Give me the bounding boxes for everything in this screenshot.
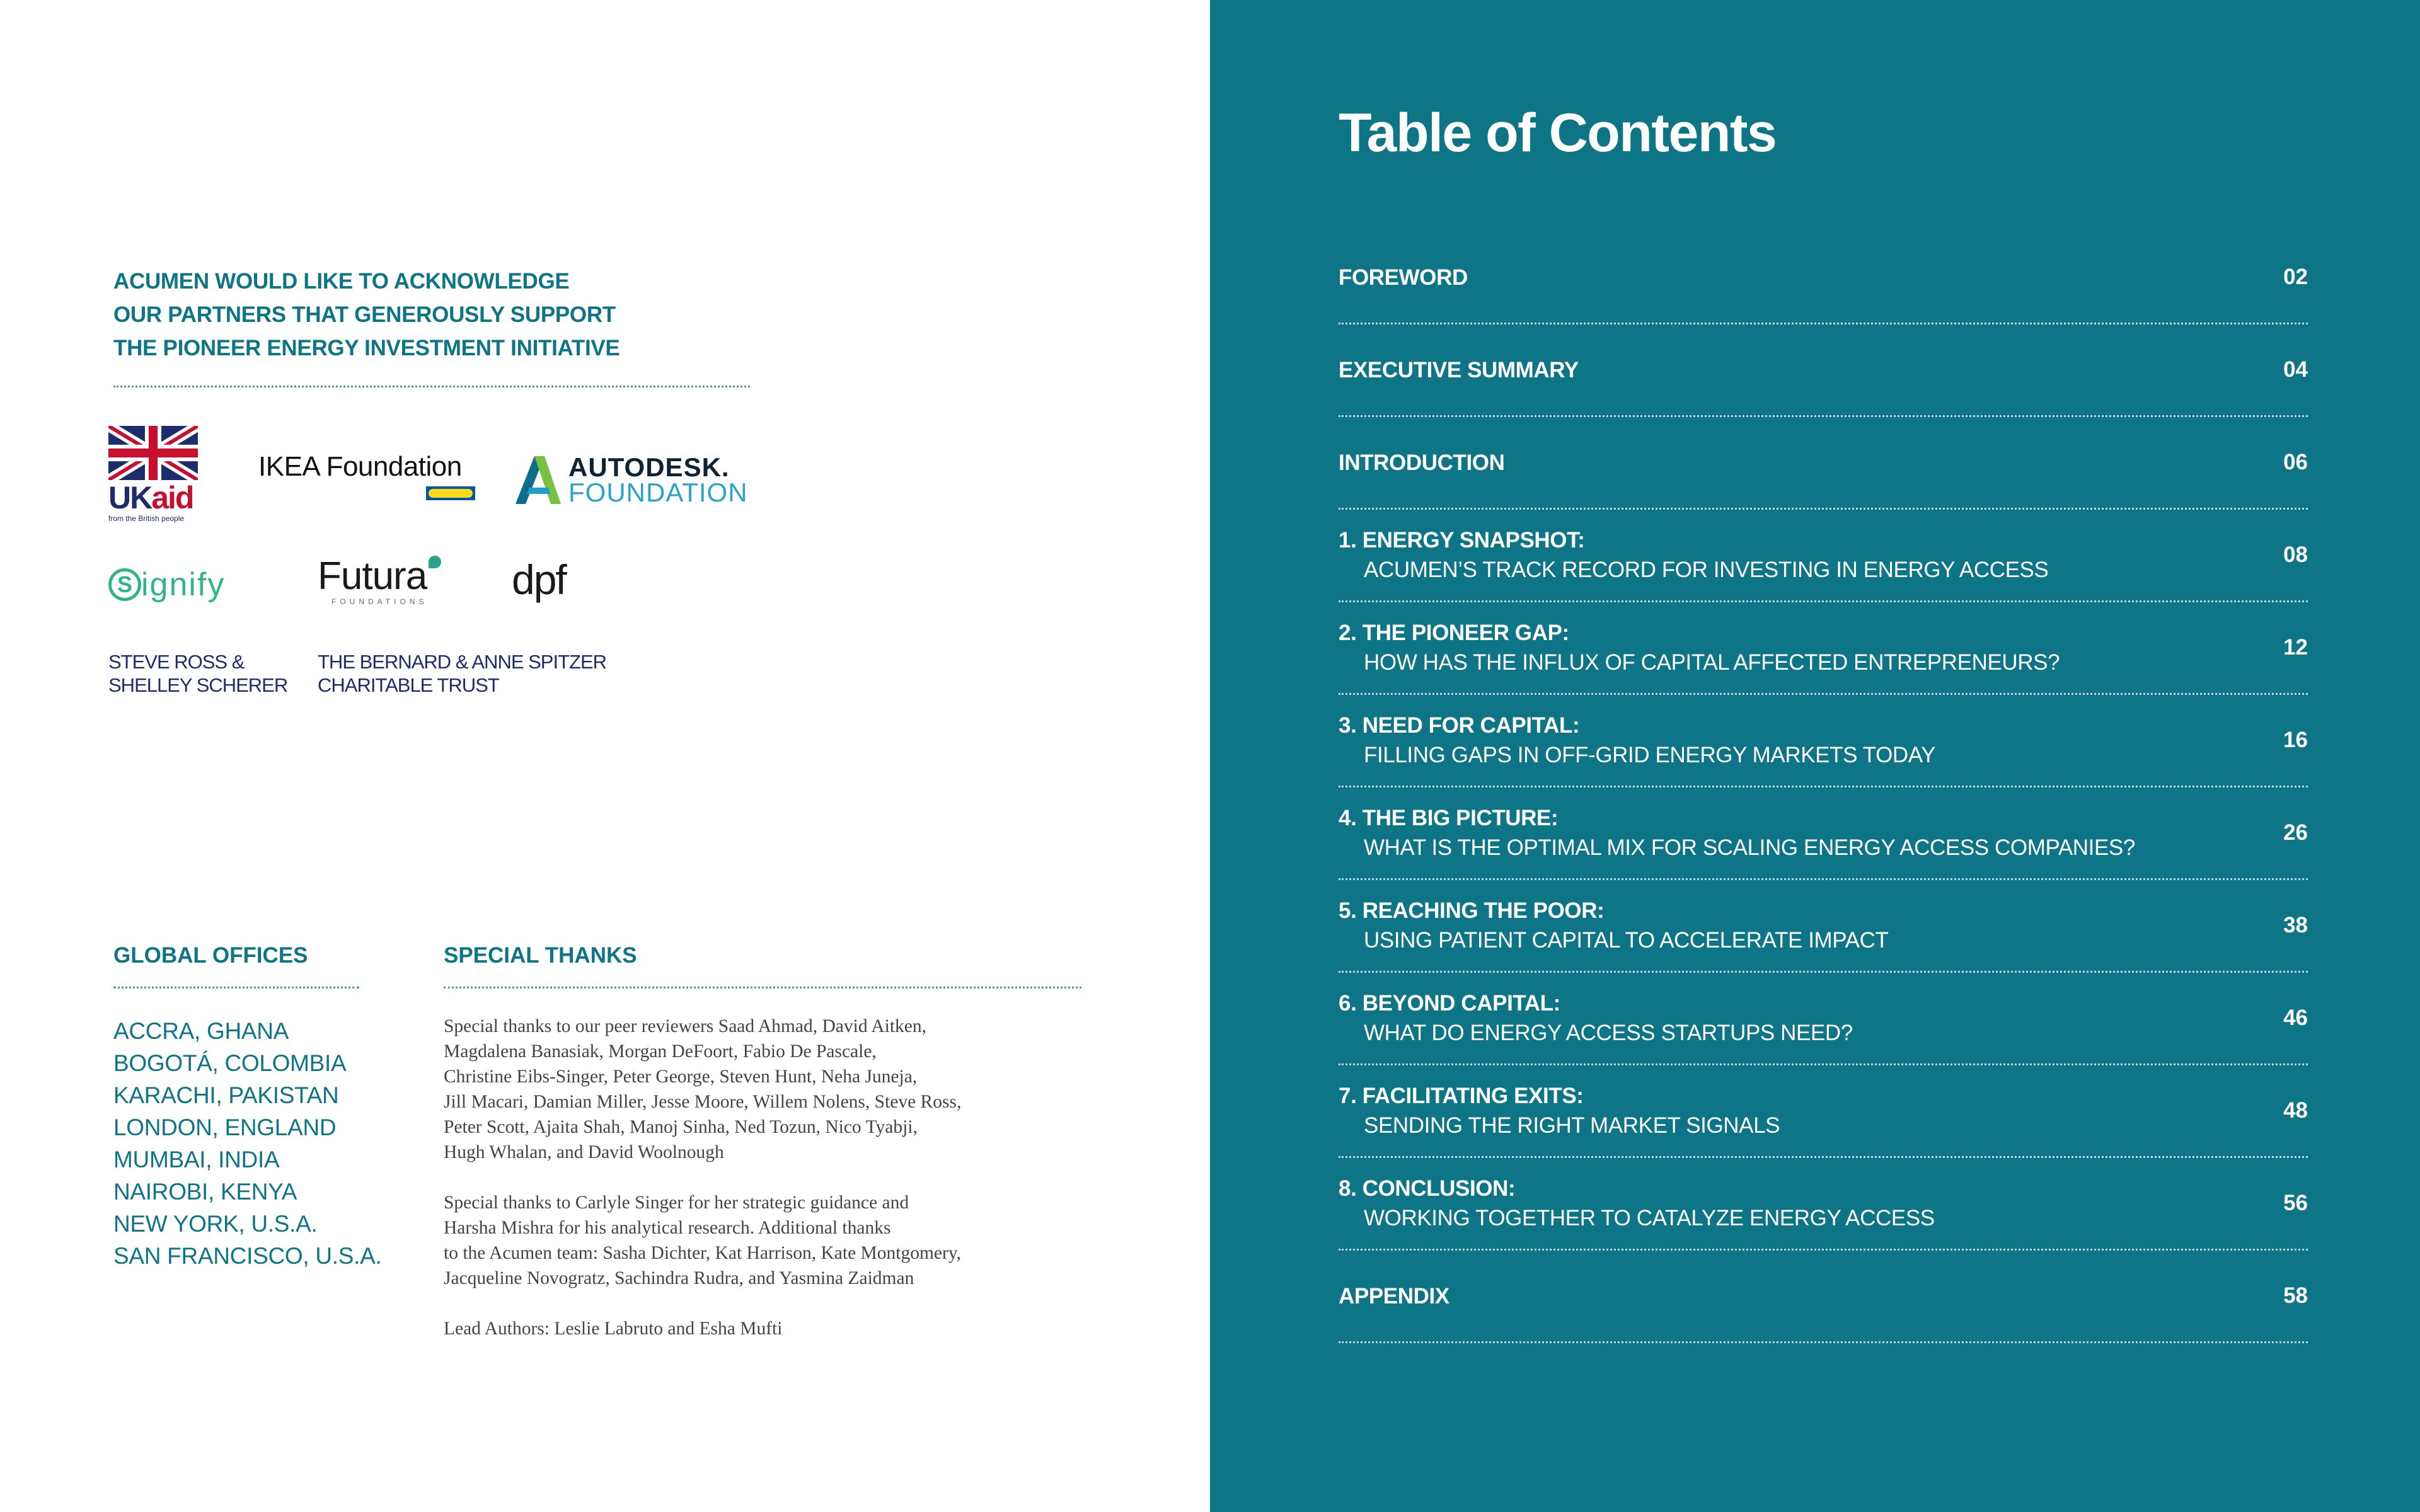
futura-name: Futura bbox=[318, 554, 427, 598]
partner-name-line: SHELLEY SCHERER bbox=[108, 674, 288, 696]
toc-item-executive-summary[interactable] bbox=[1339, 324, 2308, 417]
toc-item-need-for-capital[interactable] bbox=[1339, 695, 2308, 788]
toc-item-title[interactable]: APPENDIX bbox=[1339, 1283, 1449, 1309]
toc-page-number[interactable]: 04 bbox=[2283, 357, 2308, 382]
ukaid-logo bbox=[108, 426, 200, 523]
toc-item-title[interactable]: FOREWORD bbox=[1339, 265, 1468, 290]
ikea-foundation-name: IKEA Foundation bbox=[258, 451, 462, 482]
office-item: ACCRA, GHANA bbox=[113, 1018, 289, 1044]
toc-item-title[interactable]: 8. CONCLUSION: bbox=[1339, 1176, 1516, 1201]
ack-line: THE PIONEER ENERGY INVESTMENT INITIATIVE bbox=[113, 336, 620, 360]
toc-item-reaching-the-poor[interactable] bbox=[1339, 880, 2308, 973]
ukaid-aid: aid bbox=[151, 480, 193, 515]
toc-item-title[interactable]: 1. ENERGY SNAPSHOT: bbox=[1339, 528, 1585, 553]
toc-item-title[interactable]: 7. FACILITATING EXITS: bbox=[1339, 1084, 1584, 1108]
thanks-line: Christine Eibs-Singer, Peter George, Steven Hunt, Neha Juneja, bbox=[444, 1067, 918, 1087]
toc-item-subtitle[interactable]: WHAT IS THE OPTIMAL MIX FOR SCALING ENERGY ACCESS COMPANIES? bbox=[1364, 835, 2135, 860]
signify-logo bbox=[108, 566, 225, 604]
partner-logos bbox=[0, 0, 1210, 756]
office-item: KARACHI, PAKISTAN bbox=[113, 1082, 339, 1108]
ukaid-uk: UK bbox=[108, 480, 152, 515]
futura-leaf-icon bbox=[429, 556, 441, 568]
thanks-line: Jill Macari, Damian Miller, Jesse Moore, Willem Nolens, Steve Ross, bbox=[444, 1092, 962, 1112]
lead-authors bbox=[444, 1316, 1081, 1341]
toc-item-title[interactable]: 2. THE PIONEER GAP: bbox=[1339, 621, 1569, 645]
toc-item-subtitle[interactable]: HOW HAS THE INFLUX OF CAPITAL AFFECTED ENTREPRENEURS? bbox=[1364, 650, 2060, 675]
toc-item-title[interactable]: 3. NEED FOR CAPITAL: bbox=[1339, 713, 1580, 738]
thanks-line: Special thanks to Carlyle Singer for her strategic guidance and bbox=[444, 1193, 909, 1213]
thanks-line: Hugh Whalan, and David Woolnough bbox=[444, 1142, 724, 1162]
ack-line: ACUMEN WOULD LIKE TO ACKNOWLEDGE bbox=[113, 269, 570, 294]
global-offices-section bbox=[113, 939, 382, 1272]
partner-name-line: CHARITABLE TRUST bbox=[318, 674, 499, 696]
thanks-line: to the Acumen team: Sasha Dichter, Kat Harrison, Kate Montgomery, bbox=[444, 1243, 962, 1263]
toc-item-beyond-capital[interactable] bbox=[1339, 973, 2308, 1065]
office-item: BOGOTÁ, COLOMBIA bbox=[113, 1050, 347, 1076]
toc-page-number[interactable]: 06 bbox=[2283, 450, 2308, 474]
signify-name: ignify bbox=[141, 566, 226, 603]
ukaid-wordmark bbox=[108, 481, 200, 514]
thanks-line: Magdalena Banasiak, Morgan DeFoort, Fabio De Pascale, bbox=[444, 1041, 877, 1062]
office-item: MUMBAI, INDIA bbox=[113, 1147, 280, 1172]
toc-page-number[interactable]: 08 bbox=[2283, 542, 2308, 567]
toc-item-title[interactable]: 4. THE BIG PICTURE: bbox=[1339, 806, 1559, 830]
right-page bbox=[1210, 0, 2420, 1512]
thanks-paragraph bbox=[444, 1190, 1081, 1291]
ikea-badge-icon bbox=[426, 486, 475, 500]
thanks-line: Peter Scott, Ajaita Shah, Manoj Sinha, Ned Tozun, Nico Tyabji, bbox=[444, 1117, 918, 1137]
special-thanks-heading: SPECIAL THANKS bbox=[444, 943, 637, 968]
toc-page-number[interactable]: 16 bbox=[2283, 728, 2308, 752]
office-list bbox=[113, 1015, 382, 1272]
autodesk-name: AUTODESK. bbox=[568, 452, 730, 482]
toc-page-number[interactable]: 48 bbox=[2283, 1098, 2308, 1123]
office-item: SAN FRANCISCO, U.S.A. bbox=[113, 1243, 382, 1269]
office-item: NAIROBI, KENYA bbox=[113, 1179, 297, 1205]
toc-page-number[interactable]: 26 bbox=[2283, 820, 2308, 845]
toc-item-introduction[interactable] bbox=[1339, 417, 2308, 510]
partner-name-line: THE BERNARD & ANNE SPITZER bbox=[318, 651, 607, 673]
autodesk-foundation-word: FOUNDATION bbox=[568, 478, 748, 507]
partner-name-ross-scherer bbox=[108, 650, 287, 697]
thanks-line: Lead Authors: Leslie Labruto and Esha Mufti bbox=[444, 1319, 783, 1339]
thanks-paragraph bbox=[444, 1014, 1081, 1165]
ack-line: OUR PARTNERS THAT GENEROUSLY SUPPORT bbox=[113, 302, 616, 327]
toc-item-subtitle[interactable]: USING PATIENT CAPITAL TO ACCELERATE IMPACT bbox=[1364, 928, 1889, 953]
toc-page-number[interactable]: 02 bbox=[2283, 265, 2308, 289]
toc-page-number[interactable]: 12 bbox=[2283, 635, 2308, 660]
toc-page-number[interactable]: 46 bbox=[2283, 1005, 2308, 1030]
ukaid-tagline: from the British people bbox=[108, 514, 185, 523]
union-jack-icon bbox=[108, 426, 198, 480]
toc-item-pioneer-gap[interactable] bbox=[1339, 602, 2308, 695]
toc-item-conclusion[interactable] bbox=[1339, 1158, 2308, 1251]
futura-foundations-logo bbox=[318, 556, 427, 606]
toc-page-number[interactable]: 38 bbox=[2283, 913, 2308, 937]
toc-item-subtitle[interactable]: SENDING THE RIGHT MARKET SIGNALS bbox=[1364, 1113, 1780, 1138]
global-offices-divider bbox=[113, 987, 359, 988]
thanks-line: Jacqueline Novogratz, Sachindra Rudra, and Yasmina Zaidman bbox=[444, 1268, 914, 1288]
toc-item-subtitle[interactable]: WHAT DO ENERGY ACCESS STARTUPS NEED? bbox=[1364, 1021, 1853, 1045]
toc-page-number[interactable]: 56 bbox=[2283, 1191, 2308, 1215]
thanks-line: Harsha Mishra for his analytical research. Additional thanks bbox=[444, 1218, 891, 1238]
ikea-foundation-logo bbox=[258, 451, 462, 483]
toc-item-title[interactable]: INTRODUCTION bbox=[1339, 450, 1505, 475]
toc-item-foreword[interactable] bbox=[1339, 232, 2308, 324]
toc-item-facilitating-exits[interactable] bbox=[1339, 1065, 2308, 1158]
toc-item-title[interactable]: 6. BEYOND CAPITAL: bbox=[1339, 991, 1560, 1016]
signify-s-icon: S bbox=[108, 568, 141, 601]
toc-item-subtitle[interactable]: ACUMEN’S TRACK RECORD FOR INVESTING IN ENERGY ACCESS bbox=[1364, 558, 2049, 582]
special-thanks-body bbox=[444, 1014, 1081, 1341]
toc-title: Table of Contents bbox=[1339, 103, 1777, 163]
special-thanks-section bbox=[444, 939, 1081, 1366]
partner-name-line: STEVE ROSS & bbox=[108, 651, 245, 673]
special-thanks-divider bbox=[444, 987, 1081, 988]
partner-name-spitzer-trust bbox=[318, 650, 606, 697]
thanks-line: Special thanks to our peer reviewers Saad Ahmad, David Aitken, bbox=[444, 1016, 926, 1036]
toc-item-subtitle[interactable]: FILLING GAPS IN OFF-GRID ENERGY MARKETS TODAY bbox=[1364, 743, 1936, 767]
dpf-logo: dpf bbox=[512, 556, 566, 603]
toc-item-title[interactable]: EXECUTIVE SUMMARY bbox=[1339, 357, 1579, 382]
toc-item-title[interactable]: 5. REACHING THE POOR: bbox=[1339, 898, 1605, 923]
office-item: LONDON, ENGLAND bbox=[113, 1114, 337, 1140]
office-item: NEW YORK, U.S.A. bbox=[113, 1211, 318, 1237]
toc-item-appendix[interactable] bbox=[1339, 1251, 2308, 1343]
toc-list bbox=[1339, 232, 2308, 1343]
toc-item-big-picture[interactable] bbox=[1339, 788, 2308, 880]
global-offices-heading: GLOBAL OFFICES bbox=[113, 943, 308, 968]
autodesk-mark-icon bbox=[516, 456, 561, 504]
toc-item-subtitle[interactable]: WORKING TOGETHER TO CATALYZE ENERGY ACCESS bbox=[1364, 1206, 1935, 1230]
toc-page-number[interactable]: 58 bbox=[2283, 1283, 2308, 1308]
toc-item-energy-snapshot[interactable] bbox=[1339, 510, 2308, 602]
futura-subtitle: FOUNDATIONS bbox=[331, 597, 428, 606]
